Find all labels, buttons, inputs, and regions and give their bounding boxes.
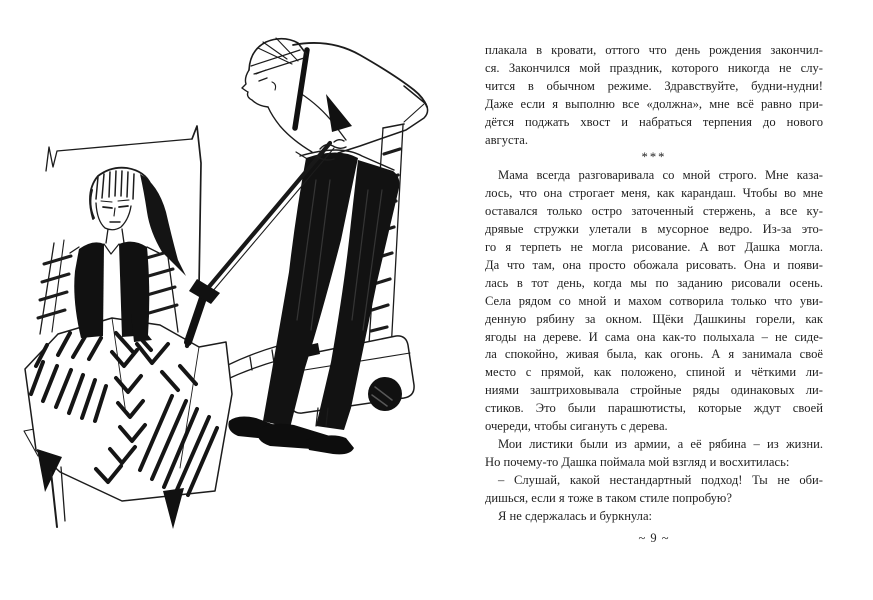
text-line: денную рябину за окном. Щёки Дашкины горели, как <box>485 311 823 326</box>
paragraph <box>485 508 823 526</box>
text-line: Мои листики были из армии, а её рябина – из жизни. <box>498 436 823 451</box>
text-line: ниями заштриховывала стройные ряды одинаковых ли- <box>485 383 823 398</box>
woman-arm <box>338 86 428 153</box>
girl-hair <box>140 174 186 276</box>
girl-skirt <box>25 318 232 501</box>
mop <box>187 143 334 346</box>
hose-band <box>193 340 304 397</box>
girl-legs <box>37 449 184 529</box>
text-line: стиков. Это были парашютисты, которые ждут своей <box>485 401 823 416</box>
text-line: Села рядом со мной и махом сотворила только что уви- <box>485 293 823 308</box>
text-line: Но почему-то Дашка поймала мой взгляд и восхитилась: <box>485 454 790 469</box>
text-line: Мама всегда разговаривала со мной строго. Мне каза- <box>498 168 823 183</box>
girl-chair <box>24 240 178 456</box>
headscarf <box>249 39 307 70</box>
text-line: дишься, если я тоже в таком стиле попробую? <box>485 490 732 505</box>
woman-hands <box>316 140 346 160</box>
page-number: ~ 9 ~ <box>638 531 670 545</box>
ladder-sketch <box>369 104 424 351</box>
text-line: ла спокойно, живая была, как огонь. А я занимала своё <box>485 347 823 362</box>
woman-shoes <box>228 417 354 455</box>
girl-vest <box>74 242 104 338</box>
text-line: лась в тот день, когда мы по заданию рисовали осень. <box>485 275 823 290</box>
woman-trousers <box>263 153 399 431</box>
bucket-wheel <box>368 377 402 411</box>
paragraph <box>485 167 823 436</box>
girl-face <box>96 203 131 230</box>
text-line: очереди, чтобы сигануть с дерева. <box>485 419 668 434</box>
text-line: оставался только остро заточенный стержень, а все ку- <box>485 204 823 219</box>
woman-back <box>293 43 427 107</box>
woman-head <box>242 38 307 128</box>
text-line: Я не сдержалась и буркнула: <box>498 508 653 523</box>
text-line: чится в обычном режиме. Здравствуйте, будни-нудни! <box>485 78 823 93</box>
text-line: го я терпеть не могла рисование. А вот Дашка могла. <box>485 239 823 254</box>
text-line: – Слушай, какой нестандартный подход! Ты не оби- <box>498 472 823 487</box>
text-line: место с прямой, как положено, спиной и чёткими ли- <box>485 365 823 380</box>
paragraph <box>485 472 823 508</box>
girl-eyes <box>103 206 128 208</box>
text-line: дрявые стружки улетали в мусорное ведро. Из-за это- <box>485 222 823 237</box>
text-line: Да что там, она просто обожала рисовать. Она и появи- <box>485 257 823 272</box>
text-line: лось, что она строгает меня, как карандаш. Чтобы во мне <box>485 186 823 201</box>
text-column <box>485 42 823 525</box>
woman-figure <box>268 43 428 178</box>
text-line: ся. Закончился мой праздник, которого никогда не слу- <box>485 60 823 75</box>
text-line: августа. <box>485 132 528 147</box>
text-line: дётся поджать хвост и набраться терпения до нового <box>485 114 823 129</box>
text-line: ягоды на дереве. И сама она как-то полыхала – не сиде- <box>485 329 823 344</box>
paragraph <box>485 436 823 472</box>
text-line: Даже если я выполню все «должна», мне всё равно при- <box>485 96 823 111</box>
mop-head <box>189 279 220 304</box>
sketch-frame-lines <box>46 126 201 287</box>
bucket <box>288 336 414 413</box>
woman-face <box>242 70 268 107</box>
text-line: плакала в кровати, оттого что день рождения закончил- <box>485 43 823 57</box>
paragraph <box>485 42 823 149</box>
section-separator: *** <box>641 150 667 165</box>
girl-figure <box>70 168 186 342</box>
